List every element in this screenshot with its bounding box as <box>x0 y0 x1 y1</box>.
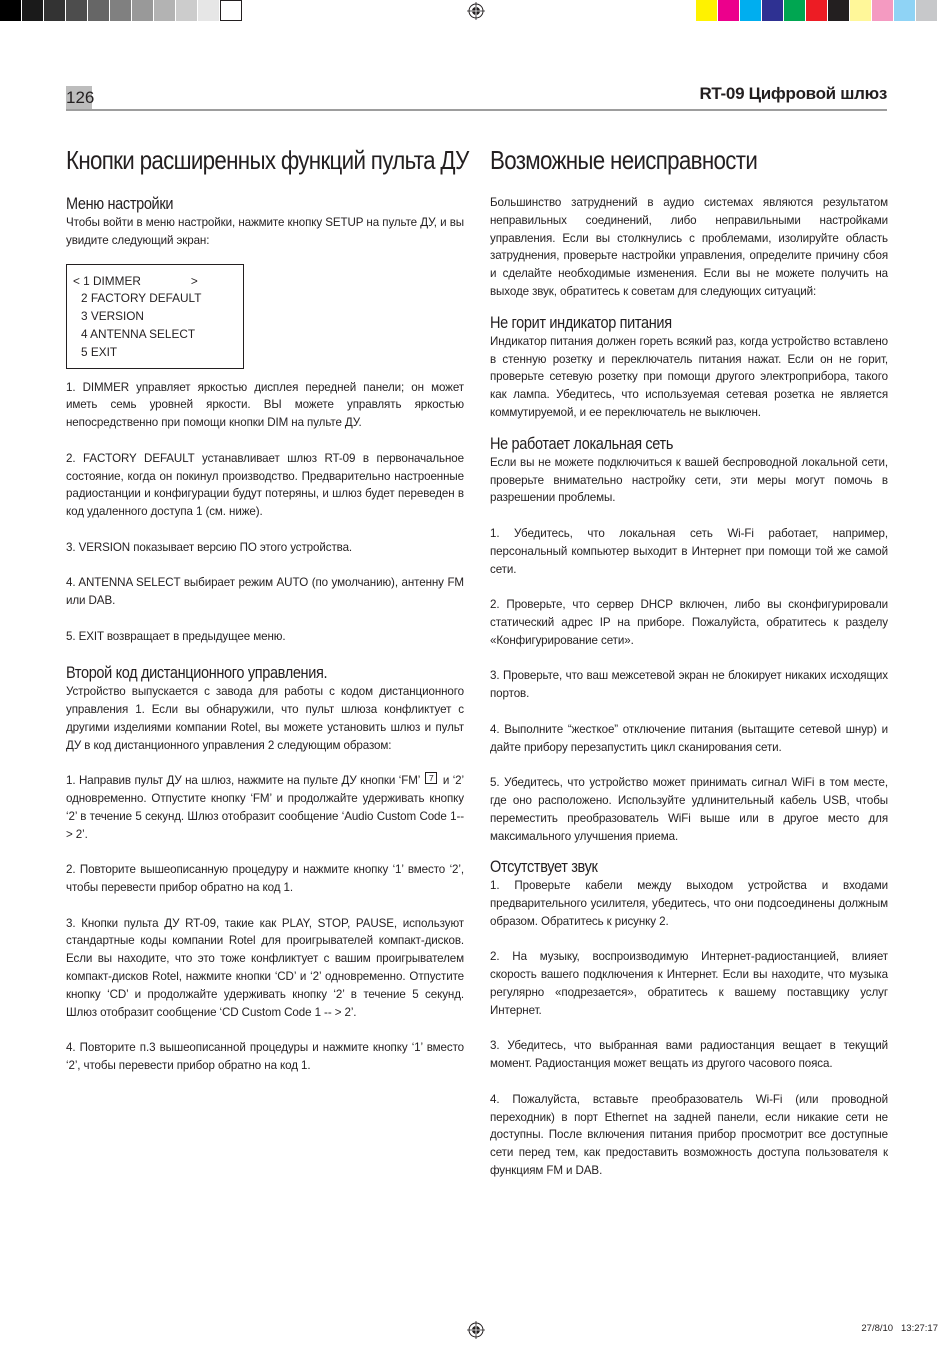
gray-swatch-2 <box>22 0 44 21</box>
remote-step-4: 4. Повторите п.3 вышеописанной процедуры и нажмите кнопку ‘1’ вместо ‘2’, чтобы перевести прибор обратно на код 1. <box>66 1041 464 1073</box>
power-heading: Не горит индикатор питания <box>490 313 672 332</box>
item-version: 3. VERSION показывает версию ПО этого устройства. <box>66 540 353 554</box>
setup-intro: Чтобы войти в меню настройки, нажмите кнопку SETUP на пульте ДУ, и вы увидите следующий экран: <box>66 216 464 247</box>
remote-code-intro: Устройство выпускается с завода для работы с кодом дистанционного управления 1. Если вы обнаружили, что пульт шлюза конфликтует с другими изделиями компании Rotel, вы можете установить шлюз и пульт ДУ в код дистанционного управления 2 следующим образом: <box>66 685 464 752</box>
sound-step-2: 2. На музыку, воспроизводимую Интернет-радиостанцией, влияет скорость вашего подключения к Интернет. Если вы находите, что музыка регулярно «подрезается», обратитесь к вашему поставщику услуг Интернет. <box>490 950 888 1017</box>
gray-swatch-9 <box>176 0 198 21</box>
sound-step-1: 1. Проверьте кабели между выходом устройства и входами предварительного усилителя, убедитесь, что они подсоединены должным образом. Обратитесь к рисунку 2. <box>490 879 888 928</box>
color-swatch-6 <box>806 0 828 21</box>
remote-step-3: 3. Кнопки пульта ДУ RT-09, такие как PLAY, STOP, PAUSE, используют стандартные коды компании Rotel для проигрывателей компакт-дисков. Если вы находите, что это тоже конфликтует с вашим проигрывателем компакт-дисков Rotel, нажмите кнопки ‘CD’ и ‘2’ одновременно. Отпустите кнопку ‘CD’ и продолжайте удерживать кнопку ‘2’ в течение 5 секунд. Шлюз отобразит сообщение ‘CD Custom Code 1 -- > 2’. <box>66 916 464 1019</box>
gray-swatch-5 <box>88 0 110 21</box>
setup-menu-screen <box>66 264 244 369</box>
color-swatch-3 <box>740 0 762 21</box>
gray-swatch-6 <box>110 0 132 21</box>
troubleshooting-intro: Большинство затруднений в аудио системах являются результатом неправильных соединений, либо неправильными настройками управления. Если вы столкнулись с проблемами, изолируйте область затруднения, проверьте настройки управления, определите причину сбоя и сделайте необходимые изменения. Если вы не можете получить на выходе звук, обратитесь к советам для следующих ситуаций: <box>490 196 888 298</box>
color-swatch-8 <box>850 0 872 21</box>
gray-swatch-10 <box>198 0 220 21</box>
left-column <box>66 142 469 1075</box>
network-step-4: 4. Выполните “жесткое” отключение питания (вытащите сетевой шнур) и дайте прибору перезапустить цикл сканирования сети. <box>490 722 888 754</box>
color-registration-bar <box>696 0 938 21</box>
item-exit: 5. EXIT возвращает в предыдущее меню. <box>66 629 286 643</box>
gray-swatch-1 <box>0 0 22 21</box>
network-step-2: 2. Проверьте, что сервер DHCP включен, либо вы сконфигурировали статический адрес IP на приборе. Пожалуйста, обратитесь к разделу «Конфигурирование сети». <box>490 598 888 647</box>
color-swatch-7 <box>828 0 850 21</box>
network-heading: Не работает локальная сеть <box>490 434 674 453</box>
registration-crosshair-icon <box>467 2 485 20</box>
color-swatch-4 <box>762 0 784 21</box>
document-title: RT-09 Цифровой шлюз <box>699 84 887 103</box>
menu-line-exit: 5 EXIT <box>81 344 118 359</box>
gray-swatch-7 <box>132 0 154 21</box>
registration-crosshair-icon <box>467 1321 485 1339</box>
key-7-icon: 7 <box>425 772 437 784</box>
gray-swatch-4 <box>66 0 88 21</box>
grayscale-registration-bar <box>0 0 242 21</box>
sound-step-4: 4. Пожалуйста, вставьте преобразователь Wi-Fi (или проводной переходник) в порт Ethernet на задней панели, если никакие сети не доступны. После включения питания прибор просмотрит все доступные сети перед тем, как предоставить возможность доступа пользователя к функциям FM и DAB. <box>490 1092 888 1178</box>
color-swatch-9 <box>872 0 894 21</box>
network-step-5: 5. Убедитесь, что устройство может принимать сигнал WiFi в том месте, где оно расположено. Используйте удлинительный кабель USB, чтобы переместить преобразователь WiFi выше или в другое место для максимального улучшения приема. <box>490 776 888 843</box>
menu-line-dimmer: < 1 DIMMER > <box>73 273 198 288</box>
gray-swatch-11 <box>220 0 242 21</box>
section-title: Кнопки расширенных функций пульта ДУ <box>66 145 469 175</box>
page-number: 126 <box>66 86 92 110</box>
item-factory-default: 2. FACTORY DEFAULT устанавливает шлюз RT-09 в первоначальное состояние, когда он покинул производство. Предварительно настроенные радиостанции и конфигурации будут потеряны, и шлюз будет переведен в код удаленного доступа 1 (см. ниже). <box>66 451 464 519</box>
power-text: Индикатор питания должен гореть всякий раз, когда устройство вставлено в стенную розетку и переключатель питания нажат. Если он не горит, проверьте сетевую розетку при помощи другого электроприбора, такого как лампа. Убедитесь, что используемая сетевая розетка не является коммутируемой, и ее переключатель не выключен. <box>490 334 888 419</box>
item-antenna-select: 4. ANTENNA SELECT выбирает режим AUTO (по умолчанию), антенну FM или DAB. <box>66 576 464 608</box>
color-swatch-2 <box>718 0 740 21</box>
remote-code-heading: Второй код дистанционного управления. <box>66 664 328 683</box>
network-step-1: 1. Убедитесь, что локальная сеть Wi-Fi работает, например, персональный компьютер выходит в Интернет при помощи той же самой сети. <box>490 526 888 576</box>
network-intro: Если вы не можете подключиться к вашей беспроводной локальной сети, проверьте внимательно настройку сети, эти меры могут помочь в разрешении проблемы. <box>490 455 888 505</box>
right-column <box>490 142 888 1180</box>
troubleshooting-title: Возможные неисправности <box>490 145 758 175</box>
print-timestamp: 27/8/10 13:27:17 <box>861 1323 938 1334</box>
menu-line-factory-default: 2 FACTORY DEFAULT <box>81 291 202 306</box>
remote-step-1: 1. Направив пульт ДУ на шлюз, нажмите на пульте ДУ кнопки ‘FM’ 7 и ‘2’ одновременно. Отпустите кнопку ‘FM’ и продолжайте удерживать кнопку ‘2’ в течение 5 секунд. Шлюз отобразит сообщение ‘Audio Custom Code 1-- > 2’. <box>66 773 464 841</box>
setup-menu-heading: Меню настройки <box>66 195 174 213</box>
network-step-3: 3. Проверьте, что ваш межсетевой экран не блокирует никаких исходящих портов. <box>490 669 888 701</box>
color-swatch-5 <box>784 0 806 21</box>
header-rule <box>66 109 887 111</box>
remote-step-2: 2. Повторите вышеописанную процедуру и нажмите кнопку ‘1’ вместо ‘2’, чтобы перевести прибор обратно на код 1. <box>66 863 464 895</box>
menu-line-antenna-select: 4 ANTENNA SELECT <box>81 326 196 341</box>
color-swatch-11 <box>916 0 938 21</box>
gray-swatch-3 <box>44 0 66 21</box>
menu-line-version: 3 VERSION <box>81 309 144 324</box>
color-swatch-1 <box>696 0 718 21</box>
sound-step-3: 3. Убедитесь, что выбранная вами радиостанция вещает в текущий момент. Радиостанция может вещать из другого часового пояса. <box>490 1039 888 1071</box>
gray-swatch-8 <box>154 0 176 21</box>
item-dimmer: 1. DIMMER управляет яркостью дисплея передней панели; он может иметь семь уровней яркости. ВЫ можете управлять яркостью непосредственно при помощи кнопки DIM на пульте ДУ. <box>66 380 464 430</box>
no-sound-heading: Отсутствует звук <box>490 858 598 877</box>
color-swatch-10 <box>894 0 916 21</box>
